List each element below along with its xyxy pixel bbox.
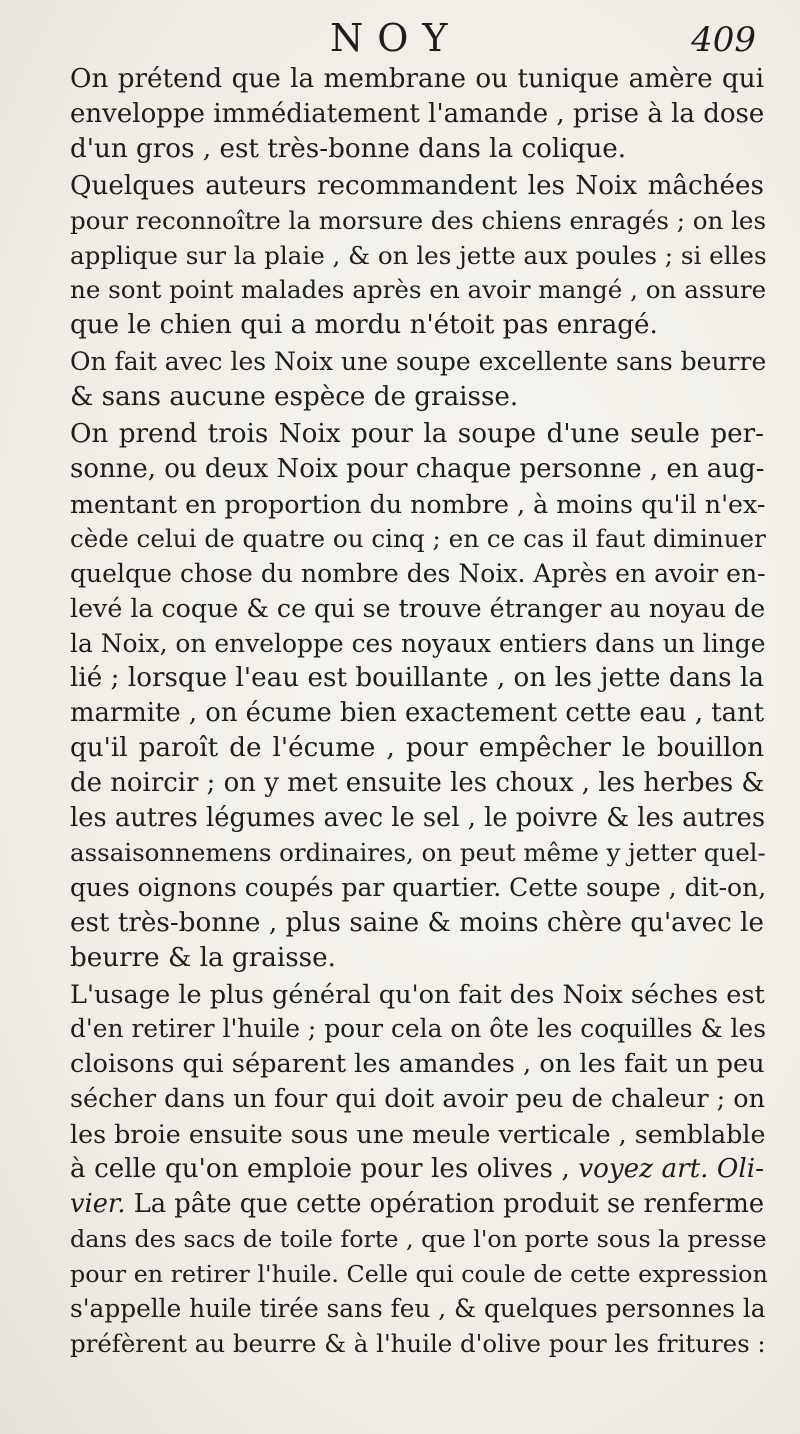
paragraph xyxy=(34,169,767,344)
page-number: 409 xyxy=(691,20,756,60)
text-line: On fait avec les Noix une soupe excellente sans beurre xyxy=(70,347,767,377)
text-line: enveloppe immédiatement l'amande , prise à la dose xyxy=(70,98,765,129)
text-line: ne sont point malades après en avoir mangé , on assure xyxy=(70,275,767,305)
text-line: pour en retirer l'huile. Celle qui coule de cette expression xyxy=(70,1259,768,1288)
text-line: sécher dans un four qui doit avoir peu de chaleur ; on xyxy=(70,1084,766,1115)
text-line: pour reconnoître la morsure des chiens enragés ; on les xyxy=(70,205,767,235)
text-line: préfèrent au beurre & à l'huile d'olive pour les fritures : xyxy=(70,1328,766,1358)
text-line: applique sur la plaie , & on les jette aux poules ; si elles xyxy=(70,240,767,270)
text-line: cède celui de quatre ou cinq ; en ce cas il faut diminuer xyxy=(70,523,766,553)
text-line: lié ; lorsque l'eau est bouillante , on les jette dans la xyxy=(70,663,764,694)
paragraph xyxy=(34,417,767,976)
text-line: On prétend que la membrane ou tunique amère qui xyxy=(70,64,764,94)
text-line: qu'il paroît de l'écume , pour empêcher le bouillon xyxy=(70,733,764,764)
text-line: de noircir ; on y met ensuite les choux , les herbes & xyxy=(70,768,765,799)
text-line: levé la coque & ce qui se trouve étranger au noyau de xyxy=(70,593,766,623)
text-line: beurre & la graisse. xyxy=(70,942,336,973)
running-head: NOY xyxy=(330,16,462,60)
paragraph xyxy=(34,978,768,1362)
text-line: quelque chose du nombre des Noix. Après en avoir en- xyxy=(70,558,766,588)
text-line: & sans aucune espèce de graisse. xyxy=(70,382,519,413)
text-line: s'appelle huile tirée sans feu , & quelques personnes la xyxy=(70,1293,766,1323)
text-line: sonne, ou deux Noix pour chaque personne , en aug- xyxy=(70,453,765,484)
text-line: L'usage le plus général qu'on fait des Noix séches est xyxy=(70,979,765,1010)
text-line: d'en retirer l'huile ; pour cela on ôte les coquilles & les xyxy=(70,1014,767,1044)
text-line: dans des sacs de toile forte , que l'on porte sous la presse xyxy=(70,1224,767,1253)
text-line: est très-bonne , plus saine & moins chère qu'avec le xyxy=(70,907,764,938)
text-line: ques oignons coupés par quartier. Cette soupe , dit-on, xyxy=(70,872,767,902)
text-line: d'un gros , est très-bonne dans la colique. xyxy=(70,133,627,164)
text-line: à celle qu'on emploie pour les olives , voyez art. Oli- xyxy=(70,1154,764,1185)
text-line: que le chien qui a mordu n'étoit pas enragé. xyxy=(70,310,658,341)
body-text xyxy=(34,62,768,1362)
text-line: mentant en proportion du nombre , à moins qu'il n'ex- xyxy=(70,488,766,519)
text-line: cloisons qui séparent les amandes , on les fait un peu xyxy=(70,1049,765,1080)
text-line: la Noix, on enveloppe ces noyaux entiers dans un linge xyxy=(70,628,766,658)
text-line: les broie ensuite sous une meule verticale , semblable xyxy=(70,1119,766,1150)
text-line: Quelques auteurs recommandent les Noix mâchées xyxy=(70,170,764,201)
text-line: marmite , on écume bien exactement cette eau , tant xyxy=(70,698,765,729)
paragraph xyxy=(34,345,767,415)
text-line: assaisonnemens ordinaires, on peut même y jetter quel- xyxy=(70,837,766,867)
text-line: vier. La pâte que cette opération produit se renferme xyxy=(70,1189,765,1219)
paragraph xyxy=(34,62,764,167)
page-header xyxy=(0,14,800,62)
text-line: On prend trois Noix pour la soupe d'une seule per- xyxy=(70,419,764,450)
text-line: les autres légumes avec le sel , le poivre & les autres xyxy=(70,803,766,834)
